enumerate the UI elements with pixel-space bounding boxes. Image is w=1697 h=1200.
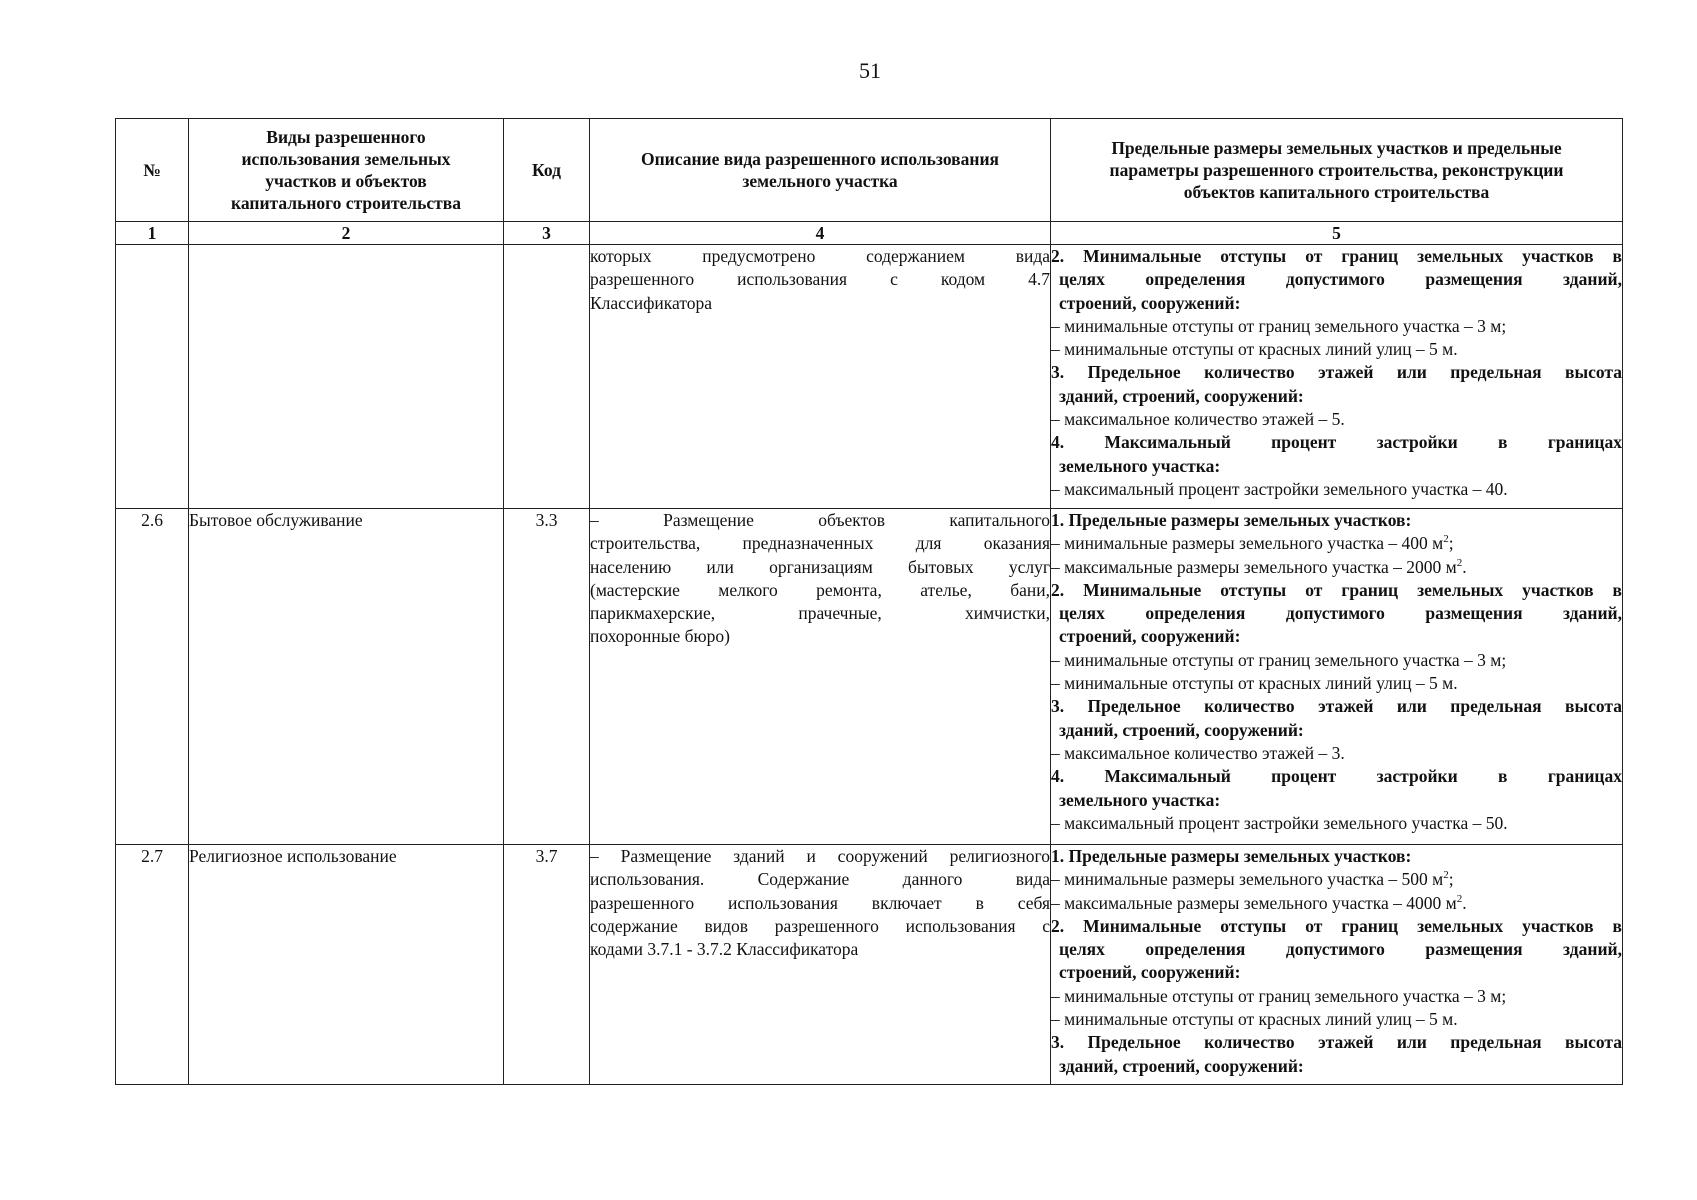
- table-row: [116, 245, 1623, 509]
- param-heading: строений, сооружений:: [1059, 292, 1241, 313]
- row-use-name: Бытовое обслуживание: [189, 509, 504, 845]
- row-number: 2.7: [116, 845, 189, 1085]
- param-text: ;: [1448, 869, 1454, 890]
- header-number: №: [116, 119, 189, 222]
- description-line: парикмахерские, прачечные, химчистки,: [590, 603, 1050, 624]
- param-heading: 3. Предельное количество этажей или предельная высота: [1051, 1032, 1622, 1053]
- param-heading: 4. Максимальный процент застройки в границах: [1051, 432, 1622, 453]
- header-description: [590, 119, 1051, 222]
- row-description: [590, 509, 1051, 845]
- row-code: 3.3: [504, 509, 590, 845]
- param-heading: земельного участка:: [1059, 455, 1221, 476]
- superscript: 2: [1456, 556, 1463, 569]
- param-item: [1051, 868, 1622, 891]
- column-number: 5: [1051, 222, 1623, 245]
- param-item: – минимальные отступы от красных линий улиц – 5 м.: [1051, 673, 1458, 694]
- superscript: 2: [1456, 892, 1463, 905]
- description-line: населению или организациям бытовых услуг: [590, 556, 1050, 577]
- param-heading: зданий, строений, сооружений:: [1059, 1055, 1304, 1076]
- param-text: ;: [1448, 533, 1454, 554]
- param-text: .: [1462, 892, 1467, 913]
- header-line: объектов капитального строительства: [1183, 182, 1490, 202]
- column-number: 4: [590, 222, 1051, 245]
- row-description: [590, 245, 1051, 509]
- row-use-name: [189, 245, 504, 509]
- table-row: [116, 509, 1623, 845]
- header-code: Код: [504, 119, 590, 222]
- row-description: [590, 845, 1051, 1085]
- param-heading: 2. Минимальные отступы от границ земельных участков в: [1051, 579, 1622, 600]
- header-line: Предельные размеры земельных участков и предельные: [1111, 138, 1562, 158]
- param-heading: 3. Предельное количество этажей или предельная высота: [1051, 362, 1622, 383]
- description-line: содержание видов разрешенного использования с: [590, 915, 1050, 936]
- header-use-types: [189, 119, 504, 222]
- column-number: 2: [189, 222, 504, 245]
- row-code: 3.7: [504, 845, 590, 1085]
- description-line: кодами 3.7.1 - 3.7.2 Классификатора: [590, 939, 859, 960]
- param-item: – максимальное количество этажей – 3.: [1051, 742, 1345, 763]
- description-line: строительства, предназначенных для оказания: [590, 533, 1050, 554]
- header-line: земельного участка: [742, 171, 898, 191]
- description-line: похоронные бюро): [590, 626, 730, 647]
- header-parameters: [1051, 119, 1623, 222]
- description-line: Классификатора: [590, 292, 713, 313]
- column-number: 3: [504, 222, 590, 245]
- header-line: Описание вида разрешенного использования: [640, 149, 1000, 169]
- param-heading: 2. Минимальные отступы от границ земельных участков в: [1051, 246, 1622, 266]
- header-line: Виды разрешенного: [266, 127, 426, 147]
- row-parameters: [1051, 245, 1623, 509]
- param-item: – максимальное количество этажей – 5.: [1051, 409, 1345, 430]
- page-number: 51: [859, 58, 881, 83]
- column-number-row: [116, 222, 1623, 245]
- param-heading: целях определения допустимого размещения зданий,: [1059, 603, 1622, 624]
- header-line: параметры разрешенного строительства, реконструкции: [1109, 160, 1564, 180]
- param-heading: 4. Максимальный процент застройки в границах: [1051, 766, 1622, 787]
- description-line: которых предусмотрено содержанием вида: [590, 246, 1050, 266]
- param-heading: 3. Предельное количество этажей или предельная высота: [1051, 696, 1622, 717]
- header-line: участков и объектов: [265, 171, 427, 191]
- land-use-table: [115, 118, 1623, 1085]
- param-text: – максимальные размеры земельного участка – 4000 м: [1051, 892, 1457, 913]
- row-number: [116, 245, 189, 509]
- column-number: 1: [116, 222, 189, 245]
- param-item: [1051, 556, 1622, 579]
- param-item: [1051, 532, 1622, 555]
- param-item: – минимальные отступы от красных линий улиц – 5 м.: [1051, 339, 1458, 360]
- param-heading: 1. Предельные размеры земельных участков:: [1051, 510, 1412, 530]
- param-item: – максимальный процент застройки земельного участка – 50.: [1051, 812, 1508, 833]
- table-header-row: [116, 119, 1623, 222]
- superscript: 2: [1443, 533, 1449, 546]
- param-text: – минимальные размеры земельного участка – 500 м: [1051, 869, 1444, 890]
- row-number: 2.6: [116, 509, 189, 845]
- description-line: – Размещение объектов капитального: [590, 510, 1050, 530]
- param-heading: зданий, строений, сооружений:: [1059, 385, 1304, 406]
- row-parameters: [1051, 509, 1623, 845]
- description-line: разрешенного использования с кодом 4.7: [590, 269, 1050, 290]
- param-heading: земельного участка:: [1059, 789, 1221, 810]
- superscript: 2: [1443, 869, 1449, 882]
- description-line: – Размещение зданий и сооружений религиозного: [590, 846, 1050, 866]
- param-heading: зданий, строений, сооружений:: [1059, 719, 1304, 740]
- row-parameters: [1051, 845, 1623, 1085]
- param-item: [1051, 892, 1622, 915]
- param-heading: целях определения допустимого размещения зданий,: [1059, 939, 1622, 960]
- param-heading: 1. Предельные размеры земельных участков:: [1051, 846, 1412, 866]
- param-text: .: [1462, 556, 1467, 577]
- row-code: [504, 245, 590, 509]
- param-heading: строений, сооружений:: [1059, 962, 1241, 983]
- param-item: – максимальный процент застройки земельного участка – 40.: [1051, 478, 1508, 499]
- table-row: [116, 845, 1623, 1085]
- param-text: – максимальные размеры земельного участка – 2000 м: [1051, 556, 1457, 577]
- param-item: – минимальные отступы от границ земельного участка – 3 м;: [1051, 315, 1507, 336]
- param-item: – минимальные отступы от границ земельного участка – 3 м;: [1051, 985, 1507, 1006]
- row-use-name: Религиозное использование: [189, 845, 504, 1085]
- header-line: капитального строительства: [231, 193, 461, 213]
- param-heading: строений, сооружений:: [1059, 626, 1241, 647]
- param-heading: 2. Минимальные отступы от границ земельных участков в: [1051, 915, 1622, 936]
- param-text: – минимальные размеры земельного участка – 400 м: [1051, 533, 1444, 554]
- header-line: использования земельных: [241, 149, 451, 169]
- description-line: использования. Содержание данного вида: [590, 869, 1050, 890]
- param-item: – минимальные отступы от красных линий улиц – 5 м.: [1051, 1009, 1458, 1030]
- param-heading: целях определения допустимого размещения зданий,: [1059, 269, 1622, 290]
- description-line: разрешенного использования включает в себя: [590, 892, 1050, 913]
- description-line: (мастерские мелкого ремонта, ателье, бани,: [590, 579, 1050, 600]
- param-item: – минимальные отступы от границ земельного участка – 3 м;: [1051, 649, 1507, 670]
